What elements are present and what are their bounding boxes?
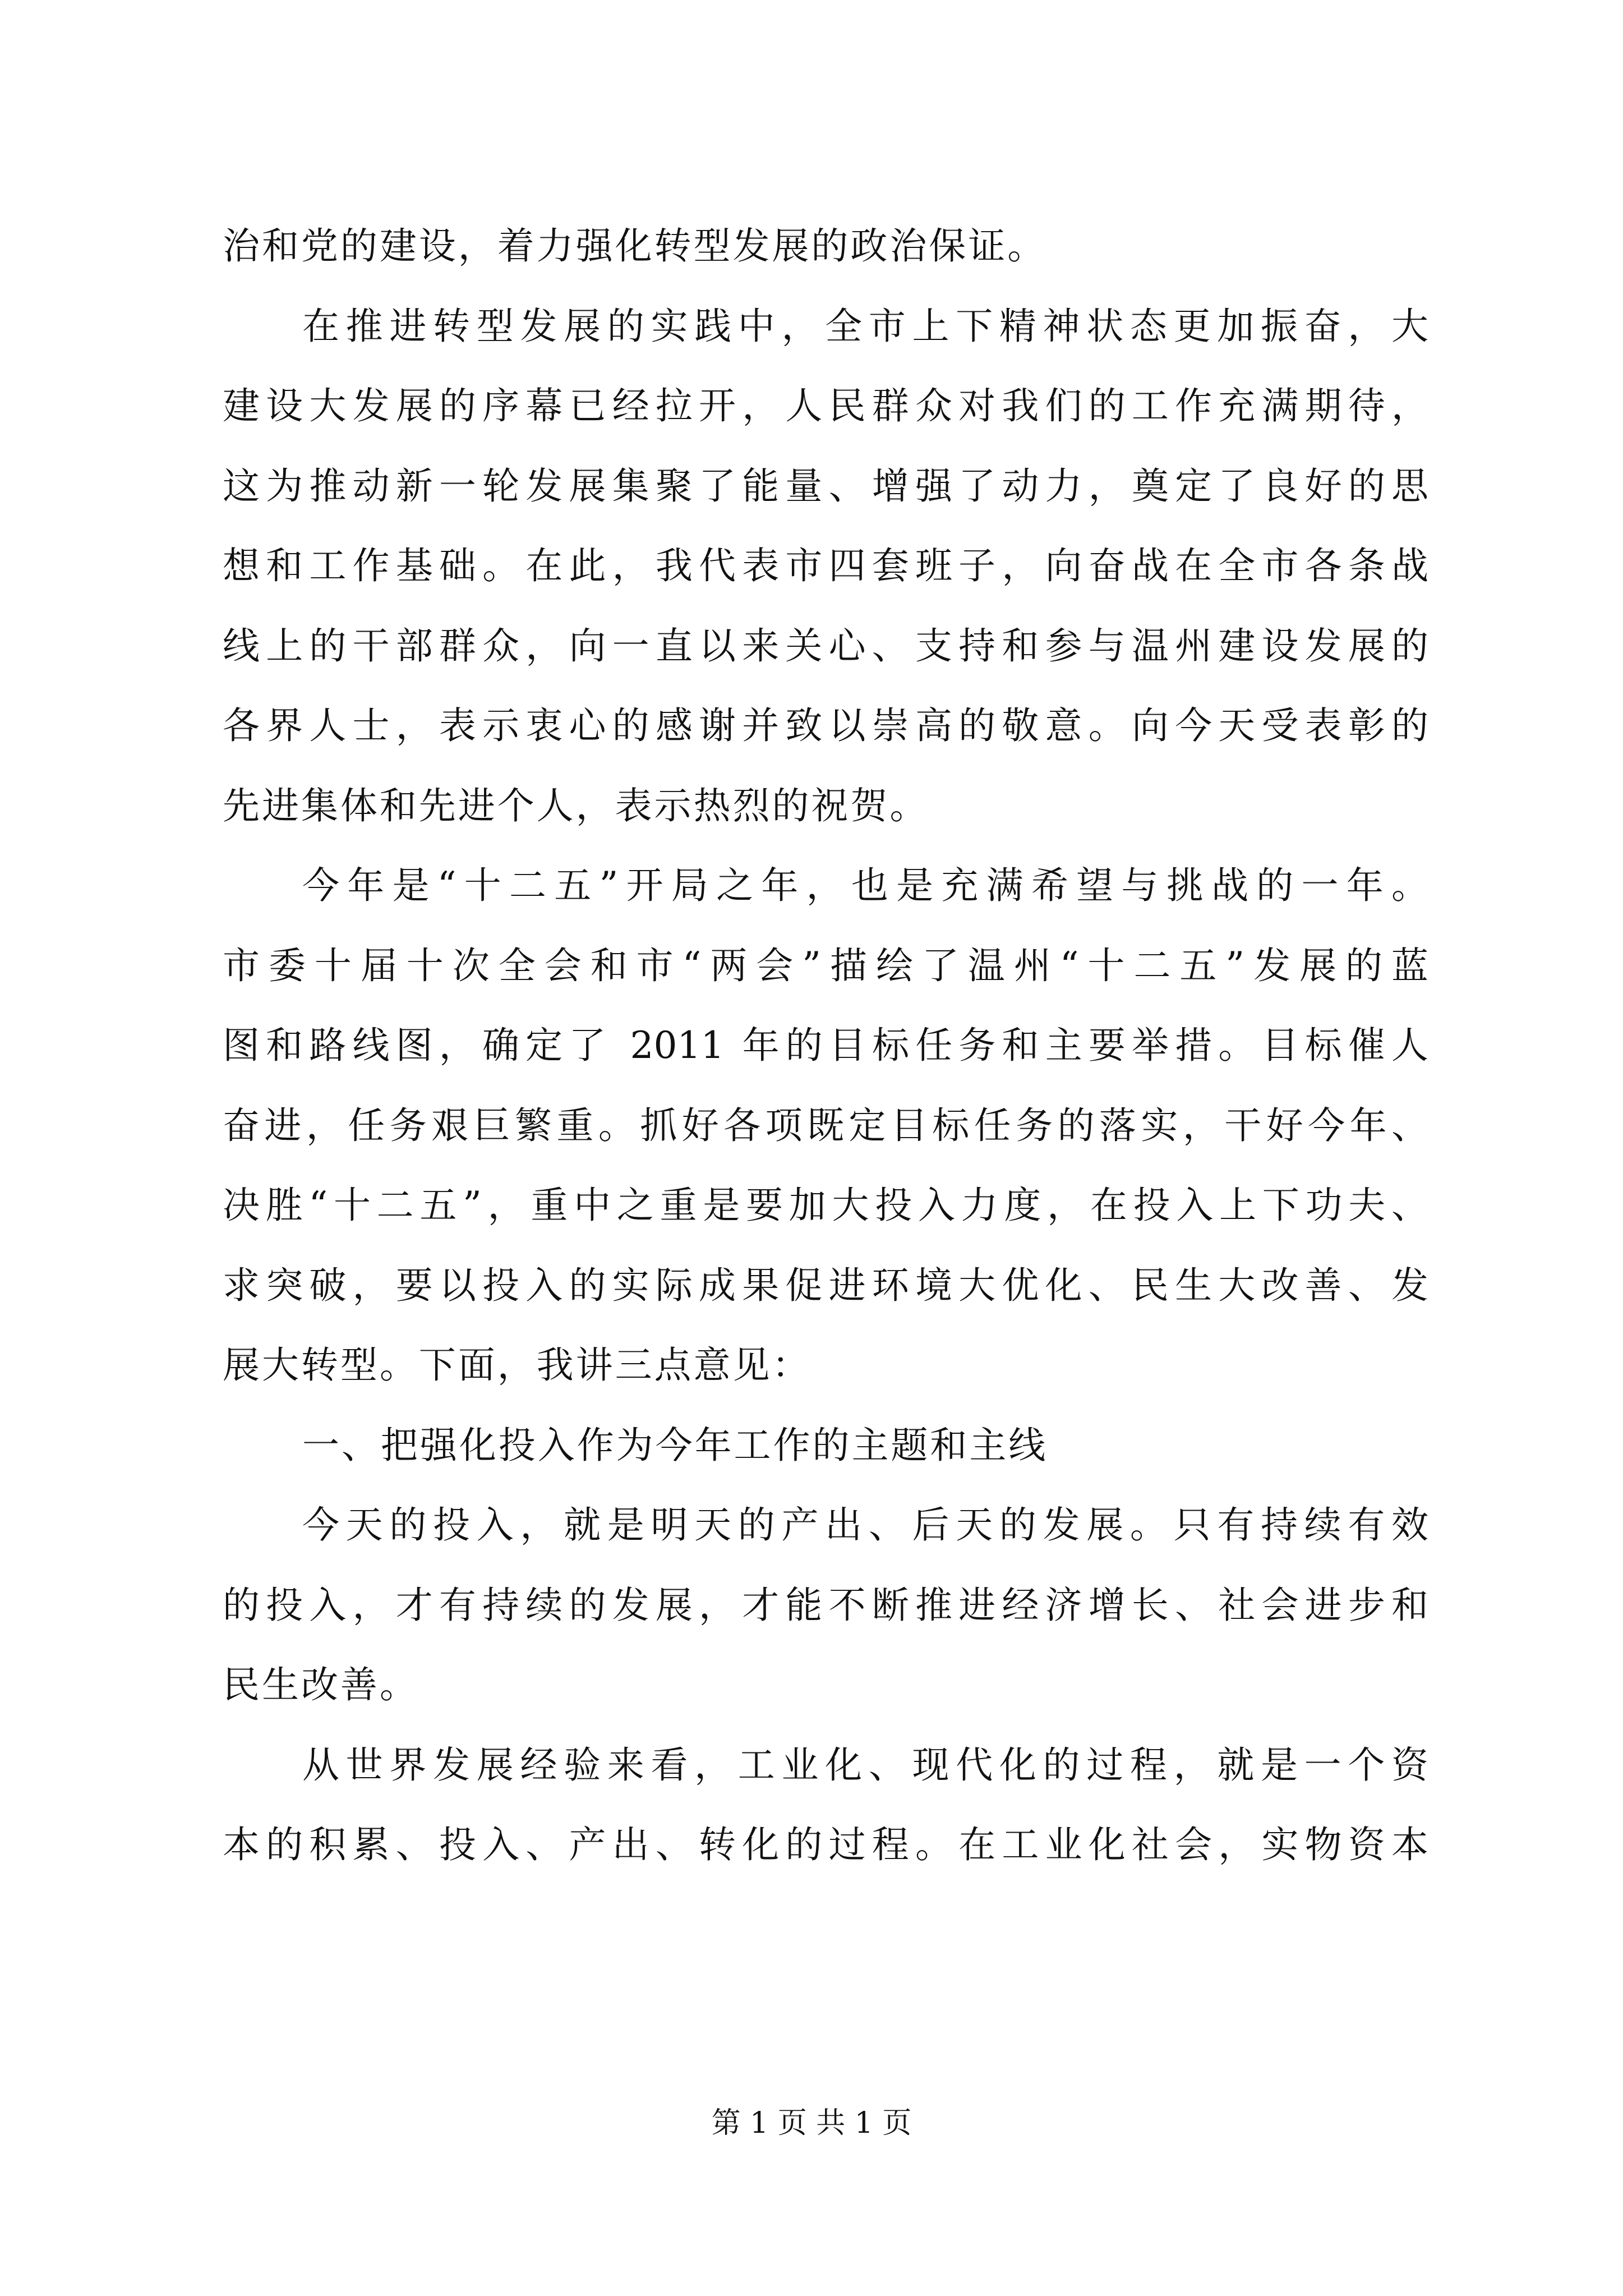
text-line: 治和党的建设，着力强化转型发展的政治保证。 bbox=[223, 224, 1047, 268]
text-line: 建设大发展的序幕已经拉开，人民群众对我们的工作充满期待， bbox=[223, 384, 1428, 427]
text-line: 今年是“十二五”开局之年，也是充满希望与挑战的一年。 bbox=[302, 864, 1428, 907]
text-line: 的投入，才有持续的发展，才能不断推进经济增长、社会进步和 bbox=[223, 1583, 1428, 1627]
document-body bbox=[223, 206, 1428, 1885]
text-line: 市委十届十次全会和市“两会”描绘了温州“十二五”发展的蓝 bbox=[223, 944, 1428, 987]
text-line: 奋进，任务艰巨繁重。抓好各项既定目标任务的落实，干好今年、 bbox=[223, 1103, 1428, 1147]
text-line: 决胜“十二五”，重中之重是要加大投入力度，在投入上下功夫、 bbox=[223, 1184, 1428, 1227]
text-line: 在推进转型发展的实践中，全市上下精神状态更加振奋，大 bbox=[302, 304, 1428, 348]
text-line: 展大转型。下面，我讲三点意见： bbox=[223, 1343, 811, 1387]
text-line: 线上的干部群众，向一直以来关心、支持和参与温州建设发展的 bbox=[223, 624, 1428, 668]
text-line: 从世界发展经验来看，工业化、现代化的过程，就是一个资 bbox=[302, 1743, 1428, 1787]
text-line: 这为推动新一轮发展集聚了能量、增强了动力，奠定了良好的思 bbox=[223, 464, 1428, 508]
text-line: 本的积累、投入、产出、转化的过程。在工业化社会，实物资本 bbox=[223, 1823, 1428, 1866]
text-line: 今天的投入，就是明天的产出、后天的发展。只有持续有效 bbox=[302, 1503, 1428, 1547]
text-line: 求突破，要以投入的实际成果促进环境大优化、民生大改善、发 bbox=[223, 1263, 1428, 1307]
text-line: 想和工作基础。在此，我代表市四套班子，向奋战在全市各条战 bbox=[223, 544, 1428, 587]
text-line: 一、把强化投入作为今年工作的主题和主线 bbox=[302, 1423, 1048, 1467]
text-line: 图和路线图，确定了 2011 年的目标任务和主要举措。目标催人 bbox=[223, 1024, 1428, 1067]
page-footer: 第 1 页 共 1 页 bbox=[711, 2106, 912, 2140]
text-line: 先进集体和先进个人，表示热烈的祝贺。 bbox=[223, 784, 929, 827]
text-line: 各界人士，表示衷心的感谢并致以崇高的敬意。向今天受表彰的 bbox=[223, 704, 1428, 747]
text-line: 民生改善。 bbox=[223, 1663, 419, 1706]
